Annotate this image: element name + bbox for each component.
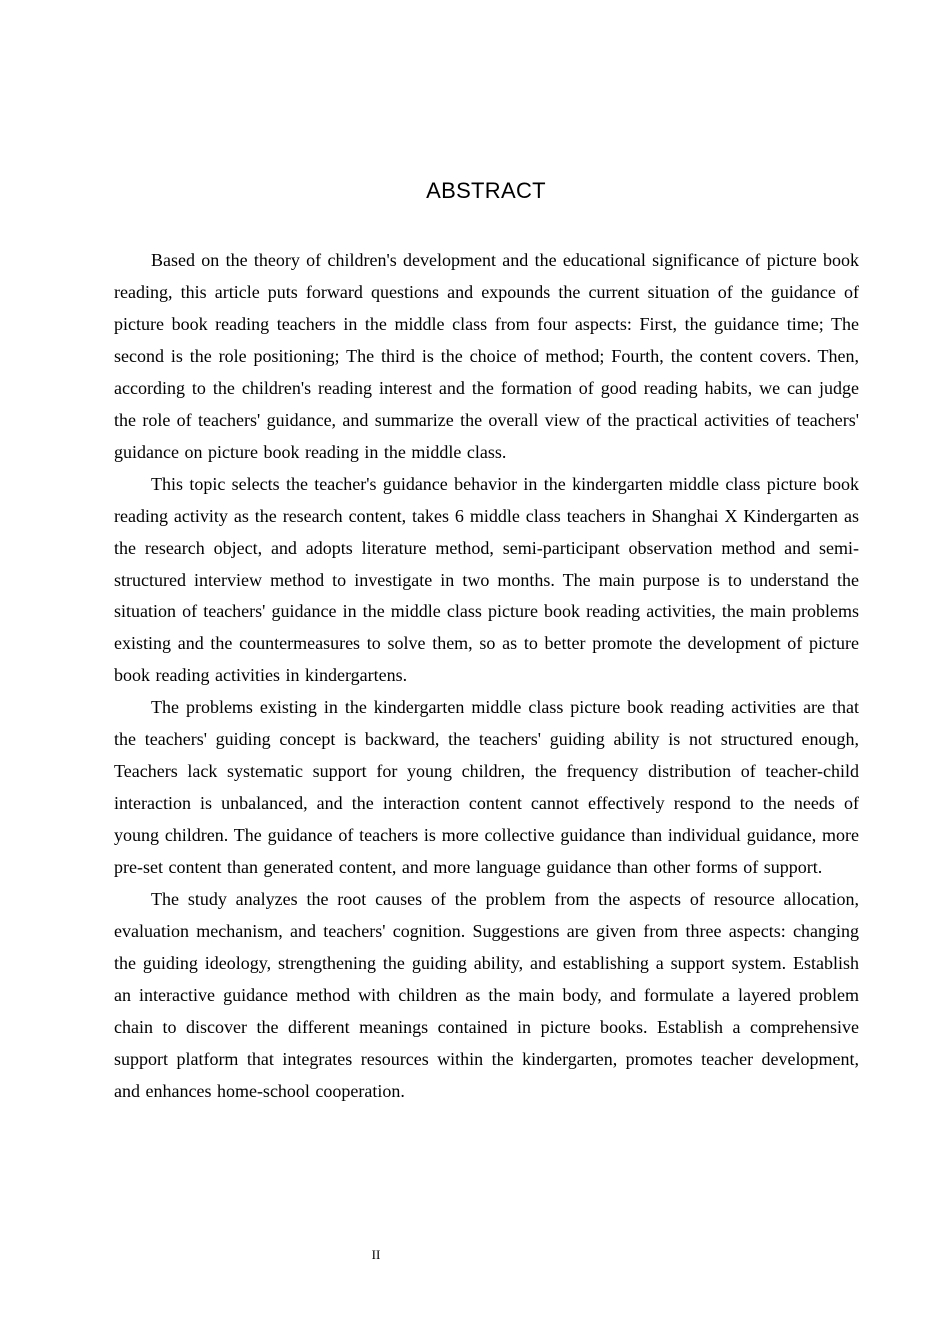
abstract-title: ABSTRACT	[426, 178, 546, 203]
abstract-body	[114, 245, 859, 1108]
abstract-paragraph-3: The problems existing in the kindergarten middle class picture book reading activities are that the teachers' guiding concept is backward, the teachers' guiding ability is not structured enough, Teachers lack systematic support for young children, the frequency distribution of teacher-child interaction is unbalanced, and the interaction content cannot effectively respond to the needs of young children. The guidance of teachers is more collective guidance than individual guidance, more pre-set content than generated content, and more language guidance than other forms of support.	[114, 697, 859, 878]
abstract-paragraph-4: The study analyzes the root causes of the problem from the aspects of resource allocation, evaluation mechanism, and teachers' cognition. Suggestions are given from three aspects: changing the guiding ideology, strengthening the guiding ability, and establishing a support system. Establish an interactive guidance method with children as the main body, and formulate a layered problem chain to discover the different meanings contained in picture books. Establish a comprehensive support platform that integrates resources within the kindergarten, promotes teacher development, and enhances home-school cooperation.	[114, 889, 859, 1101]
abstract-paragraph-1: Based on the theory of children's development and the educational significance of picture book reading, this article puts forward questions and expounds the current situation of the guidance of picture book reading teachers in the middle class from four aspects: First, the guidance time; The second is the role positioning; The third is the choice of method; Fourth, the content covers. Then, according to the children's reading interest and the formation of good reading habits, we can judge the role of teachers' guidance, and summarize the overall view of the practical activities of teachers' guidance on picture book reading in the middle class.	[114, 250, 859, 462]
page-number: II	[371, 1247, 381, 1262]
abstract-paragraph-2: This topic selects the teacher's guidance behavior in the kindergarten middle class picture book reading activity as the research content, takes 6 middle class teachers in Shanghai X Kindergarten as the research object, and adopts literature method, semi-participant observation method and semi-structured interview method to investigate in two months. The main purpose is to understand the situation of teachers' guidance in the middle class picture book reading activities, the main problems existing and the countermeasures to solve them, so as to better promote the development of picture book reading activities in kindergartens.	[114, 473, 859, 686]
